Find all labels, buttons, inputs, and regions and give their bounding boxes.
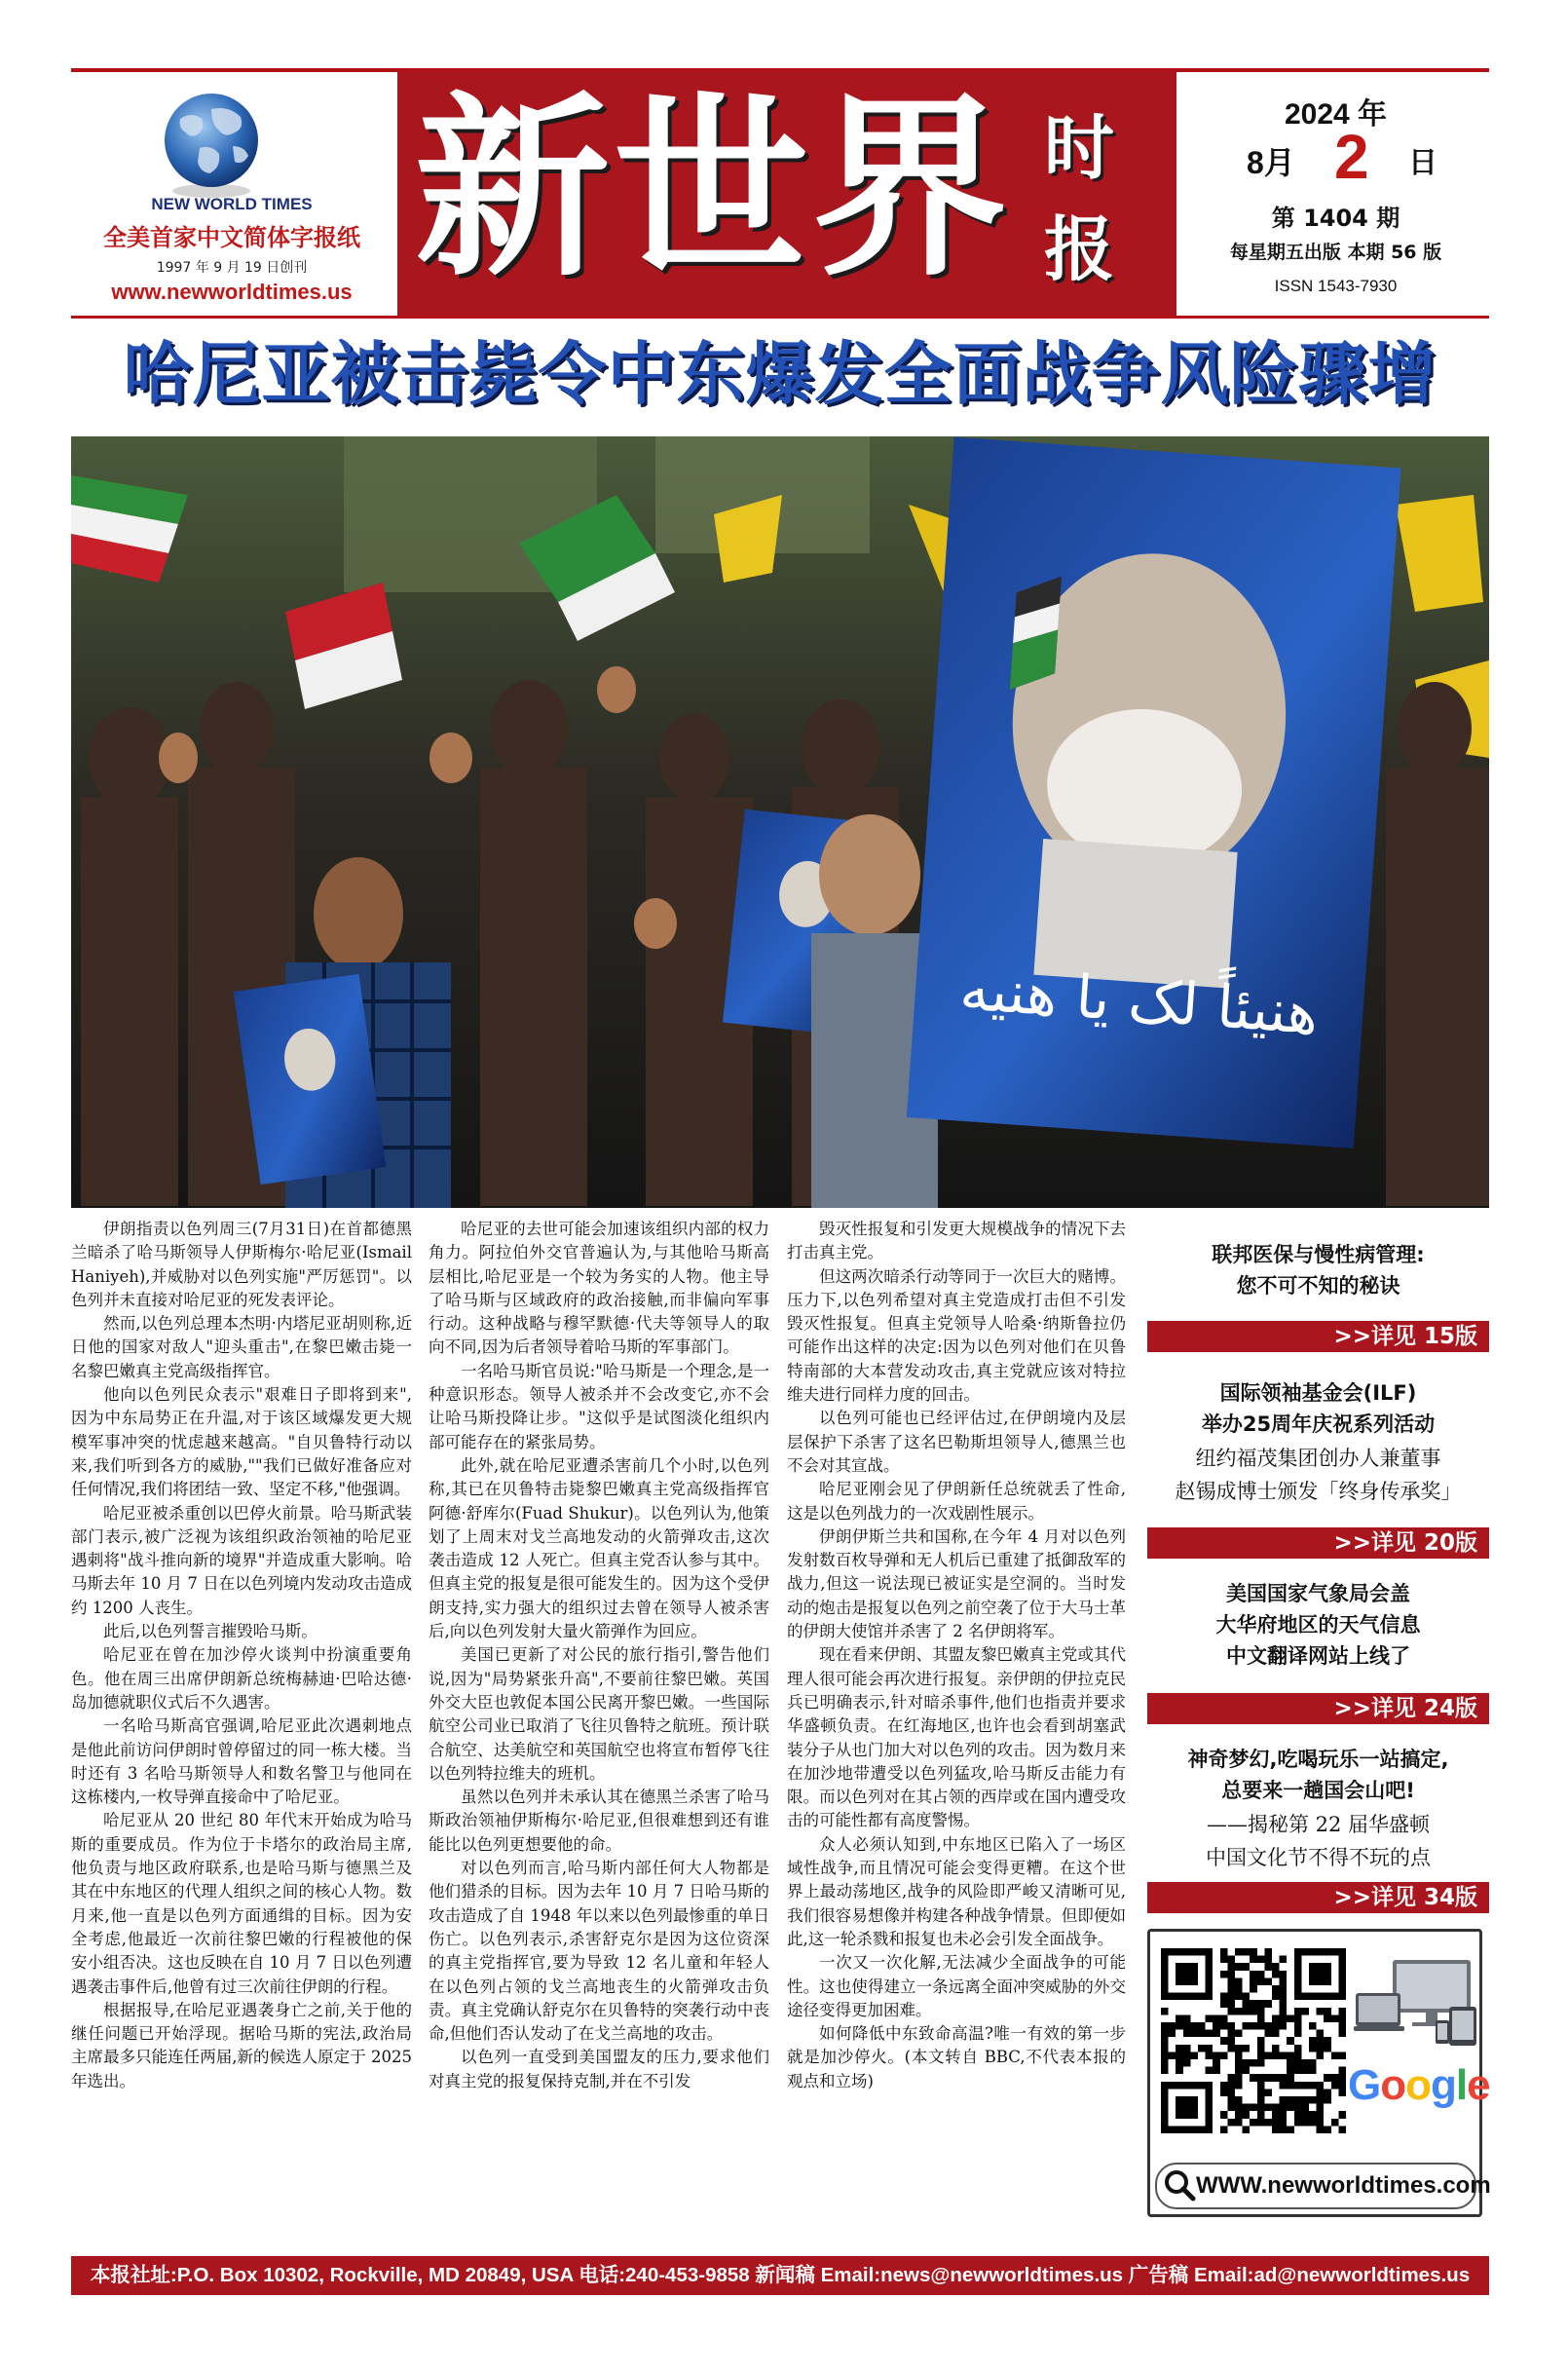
google-letter: o bbox=[1405, 2061, 1432, 2109]
issue-number: 第 1404 期 bbox=[1271, 205, 1400, 232]
article-paragraph: 此外,就在哈尼亚遭杀害前几个小时,以色列称,其已在贝鲁特击毙黎巴嫩真主党高级指挥官阿德·舒库尔(Fuad Shukur)。以色列认为,他策划了上周末对戈兰高地发动的火箭弹攻击,这次袭击造成 12 人死亡。但真主党否认参与其中。但真主党的报复是很可能发生的。因为这个受伊朗支持,实力强大的组织过去曾在领导人被杀害后,向以色列发射大量火箭弹作为回应。 bbox=[429, 1455, 769, 1641]
article-paragraph: 一次又一次化解,无法减少全面战争的可能性。这也使得建立一条远离全面冲突威胁的外交途径变得更加困难。 bbox=[787, 1953, 1126, 2019]
article-paragraph: 美国已更新了对公民的旅行指引,警告他们说,因为"局势紧张升高",不要前往黎巴嫩。英国外交大臣也敦促本国公民离开黎巴嫩。一些国际航空公司业已取消了飞往贝鲁特之航班。预计联合航空、达美航空和英国航空也将宣布暂停飞往以色列特拉维夫的班机。 bbox=[429, 1645, 769, 1783]
english-name: NEW WORLD TIMES bbox=[151, 195, 313, 213]
devices-icon bbox=[1354, 1956, 1480, 2050]
google-letter: g bbox=[1431, 2061, 1456, 2109]
article-paragraph: 哈尼亚的去世可能会加速该组织内部的权力角力。阿拉伯外交官普遍认为,与其他哈马斯高层相比,哈尼亚是一个较为务实的人物。他主导了哈马斯与区域政府的政治接触,而非偏向军事行动。这种战略与穆罕默德·代夫等领导人的取向不同,因为后者领导着哈马斯的军事部门。 bbox=[429, 1220, 769, 1357]
article-paragraph: 然而,以色列总理本杰明·内塔尼亚胡则称,近日他的国家对敌人"迎头重击",在黎巴嫩击毙一名黎巴嫩真主党高级指挥官。 bbox=[71, 1314, 412, 1380]
publication-schedule: 每星期五出版 本期 56 版 bbox=[1229, 242, 1442, 263]
article-paragraph: 哈尼亚从 20 世纪 80 年代末开始成为哈马斯的重要成员。作为位于卡塔尔的政治局主席,他负责与地区政府联系,也是哈马斯与德黑兰及其在中东地区的代理人组织之间的核心人物。数月来,他一直是以色列方面通缉的目标。因为安全考虑,他最近一次前往黎巴嫩的行程被他的保安小组否决。这也反映在自 10 月 7 日以色列遭遇袭击事件后,他曾有过三次前往伊朗的行程。 bbox=[71, 1811, 412, 1996]
promo-4-title-line-2[interactable]: 总要来一趟国会山吧! bbox=[1221, 1779, 1415, 1802]
promo-3-link-bar[interactable] bbox=[1147, 1693, 1489, 1724]
title-char-1: 新 bbox=[415, 74, 611, 303]
google-logo bbox=[1348, 2061, 1490, 2110]
promo-2-sub-line-1: 纽约福茂集团创办人兼董事 bbox=[1195, 1447, 1441, 1470]
article-paragraph: 如何降低中东致命高温?唯一有效的第一步就是加沙停火。(本文转自 BBC,不代表本报的观点和立场) bbox=[787, 2024, 1126, 2090]
promo-1-link-bar[interactable] bbox=[1147, 1321, 1489, 1352]
tagline: 全美首家中文简体字报纸 bbox=[103, 224, 360, 251]
poster-text: هنیئاً لک یا هنیه bbox=[957, 955, 1321, 1048]
article-paragraph: 对以色列而言,哈马斯内部任何大人物都是他们猎杀的目标。因为去年 10 月 7 日哈马斯的攻击造成了自 1948 年以来以色列最惨重的单日伤亡。以色列表示,杀害舒克尔是因为这位资深的真主党指挥官,要为导致 12 名儿童和年轻人在以色列占领的戈兰高地丧生的火箭弹攻击负责。真主党确认舒克尔在贝鲁特的突袭行动中丧命,但他们否认发动了在戈兰高地的攻击。 bbox=[429, 1859, 769, 2044]
promo-3-title-line-2[interactable]: 大华府地区的天气信息 bbox=[1215, 1613, 1421, 1637]
masthead-title-band bbox=[397, 72, 1176, 316]
issue-year: 2024 年 bbox=[1284, 98, 1388, 131]
article-paragraph: 现在看来伊朗、其盟友黎巴嫩真主党或其代理人很可能会再次进行报复。亲伊朗的伊拉克民兵已明确表示,针对暗杀事件,他们也指责并要求华盛顿负责。在红海地区,也许也会看到胡塞武装分子从也门加大对以色列的攻击。因为数月来在加沙地带遭受以色列猛攻,哈马斯反击能力有限。而以色列对在其占领的西岸或在国内遭受攻击的可能性都有高度警惕。 bbox=[787, 1645, 1126, 1830]
article-paragraph: 伊朗伊斯兰共和国称,在今年 4 月对以色列发射数百枚导弹和无人机后已重建了抵御敌军的战力,但这一说法现已被证实是空洞的。当时发动的炮击是报复以色列之前空袭了位于大马士革的伊朗大使馆并杀害了 2 名伊朗将军。 bbox=[787, 1526, 1126, 1641]
article-column-1 bbox=[71, 1218, 412, 2250]
article-paragraph: 他向以色列民众表示"艰难日子即将到来",因为中东局势正在升温,对于该区域爆发更大规模军事冲突的忧虑越来越高。"自贝鲁特行动以来,我们听到各方的威胁,""我们已做好准备应对任何情况,我们将团结一致、坚定不移,"他强调。 bbox=[71, 1385, 412, 1499]
article-paragraph: 虽然以色列并未承认其在德黑兰杀害了哈马斯政治领袖伊斯梅尔·哈尼亚,但很难想到还有谁能比以色列更想要他的命。 bbox=[429, 1788, 769, 1854]
promo-2-title-line-2[interactable]: 举办25周年庆祝系列活动 bbox=[1201, 1412, 1436, 1436]
article-paragraph: 一名哈马斯官员说:"哈马斯是一个理念,是一种意识形态。领导人被杀并不会改变它,亦不会让哈马斯投降让步。"这似乎是试图淡化组织内部可能存在的紧张局势。 bbox=[429, 1361, 769, 1451]
article-paragraph: 以色列一直受到美国盟友的压力,要求他们对真主党的报复保持克制,并在不引发 bbox=[429, 2048, 769, 2090]
founded-date: 1997 年 9 月 19 日创刊 bbox=[156, 260, 308, 276]
article-paragraph: 伊朗指责以色列周三(7月31日)在首都德黑兰暗杀了哈马斯领导人伊斯梅尔·哈尼亚(Ismail Haniyeh),并威胁对以色列实施"严厉惩罚"。以色列并未直接对哈尼亚的死发表评论。 bbox=[71, 1220, 412, 1309]
article-paragraph: 哈尼亚被杀重创以巴停火前景。哈马斯武装部门表示,被广泛视为该组织政治领袖的哈尼亚遇刺将"战斗推向新的境界"并造成重大影响。哈马斯去年 10 月 7 日在以色列境内发动攻击造成约 1200 人丧生。 bbox=[71, 1503, 412, 1617]
promo-1-title-line-1[interactable]: 联邦医保与慢性病管理: bbox=[1212, 1243, 1425, 1266]
article-paragraph: 毁灭性报复和引发更大规模战争的情况下去打击真主党。 bbox=[787, 1220, 1126, 1262]
promo-4-sub-line-1: ——揭秘第 22 届华盛顿 bbox=[1206, 1813, 1431, 1836]
article-paragraph: 此后,以色列誓言摧毁哈马斯。 bbox=[103, 1622, 317, 1641]
globe-logo-icon bbox=[151, 90, 272, 201]
masthead-bottom-rule bbox=[71, 316, 1489, 319]
website-link[interactable]: www.newworldtimes.us bbox=[111, 280, 353, 304]
article-paragraph: 一名哈马斯高官强调,哈尼亚此次遇刺地点是他此前访问伊朗时曾停留过的同一栋大楼。当时还有 3 名哈马斯领导人和数名警卫与他同在这栋楼内,一枚导弹直接命中了哈尼亚。 bbox=[71, 1716, 412, 1807]
promo-3-link[interactable]: >>详见 24版 bbox=[1333, 1696, 1477, 1721]
promo-4-title-line-1[interactable]: 神奇梦幻,吃喝玩乐一站搞定, bbox=[1187, 1748, 1449, 1771]
issue-day-label: 日 bbox=[1408, 146, 1437, 180]
issue-day: 2 bbox=[1334, 122, 1369, 192]
google-letter: o bbox=[1380, 2061, 1406, 2109]
promo-3-title-line-1[interactable]: 美国国家气象局会盖 bbox=[1226, 1582, 1410, 1605]
google-letter: G bbox=[1348, 2061, 1381, 2109]
article-column-3 bbox=[787, 1218, 1126, 2250]
title-side-char-1: 时 bbox=[1044, 106, 1115, 189]
article-column-2 bbox=[429, 1218, 769, 2250]
promo-4-link-bar[interactable] bbox=[1147, 1882, 1489, 1913]
google-letter: l bbox=[1455, 2061, 1468, 2109]
promo-2-link-bar[interactable] bbox=[1147, 1527, 1489, 1559]
promo-2-sub-line-2: 赵锡成博士颁发「终身传承奖」 bbox=[1175, 1480, 1462, 1503]
promo-3-title-line-3[interactable]: 中文翻译网站上线了 bbox=[1226, 1644, 1410, 1668]
main-headline: 哈尼亚被击毙令中东爆发全面战争风险骤增 bbox=[123, 334, 1437, 414]
issn: ISSN 1543-7930 bbox=[1274, 277, 1398, 295]
promo-1-link[interactable]: >>详见 15版 bbox=[1333, 1324, 1477, 1349]
promo-4-link[interactable]: >>详见 34版 bbox=[1333, 1885, 1477, 1910]
title-side-char-2: 报 bbox=[1044, 207, 1115, 290]
article-paragraph: 哈尼亚在曾在加沙停火谈判中扮演重要角色。他在周三出席伊朗新总统梅赫迪·巴哈达德·岛加德就职仪式后不久遇害。 bbox=[71, 1645, 412, 1712]
google-letter: e bbox=[1467, 2061, 1490, 2109]
issue-month: 8月 bbox=[1247, 145, 1295, 180]
article-paragraph: 根据报导,在哈尼亚遇袭身亡之前,关于他的继任问题已开始浮现。据哈马斯的宪法,政治局主席最多只能连任两届,新的候选人原定于 2025 年选出。 bbox=[71, 2000, 412, 2090]
site-url[interactable]: WWW.newworldtimes.com bbox=[1196, 2172, 1491, 2199]
promo-2-title-line-1[interactable]: 国际领袖基金会(ILF) bbox=[1219, 1381, 1417, 1405]
promo-1-title-line-2[interactable]: 您不可不知的秘诀 bbox=[1236, 1274, 1400, 1298]
article-paragraph: 但这两次暗杀行动等同于一次巨大的赌博。压力下,以色列希望对真主党造成打击但不引发毁灭性报复。但真主党领导人哈桑·纳斯鲁拉仍可能作出这样的决定:因为以色列对他们在贝鲁特南部的大本营发动攻击,真主党就应该对特拉维夫进行同样力度的回击。 bbox=[787, 1266, 1126, 1405]
promo-4-sub-line-2: 中国文化节不得不玩的点 bbox=[1206, 1846, 1431, 1869]
article-paragraph: 哈尼亚刚会见了伊朗新任总统就丢了性命,这是以色列战力的一次戏剧性展示。 bbox=[787, 1480, 1126, 1523]
lead-photo bbox=[71, 436, 1489, 1208]
article-paragraph: 众人必须认知到,中东地区已陷入了一场区域性战争,而且情况可能会变得更糟。在这个世界上最动荡地区,战争的风险即严峻又清晰可见,我们很容易想像并构建各种战争情景。但即便如此,这一轮杀戮和报复也未必会引发全面战争。 bbox=[787, 1834, 1126, 1948]
title-char-3: 界 bbox=[812, 74, 1008, 303]
search-icon bbox=[1163, 2168, 1196, 2202]
footer-contact: 本报社址:P.O. Box 10302, Rockville, MD 20849, USA 电话:240-453-9858 新闻稿 Email:news@newworldtimes.us 广告稿 Email:ad@newworldtimes.us bbox=[90, 2264, 1471, 2286]
title-char-2: 世 bbox=[614, 74, 809, 303]
promo-2-link[interactable]: >>详见 20版 bbox=[1333, 1530, 1477, 1556]
qr-code-icon[interactable] bbox=[1161, 1948, 1346, 2133]
article-paragraph: 以色列可能也已经评估过,在伊朗境内及层层保护下杀害了这名巴勒斯坦领导人,德黑兰也不会对其宣战。 bbox=[787, 1409, 1126, 1475]
